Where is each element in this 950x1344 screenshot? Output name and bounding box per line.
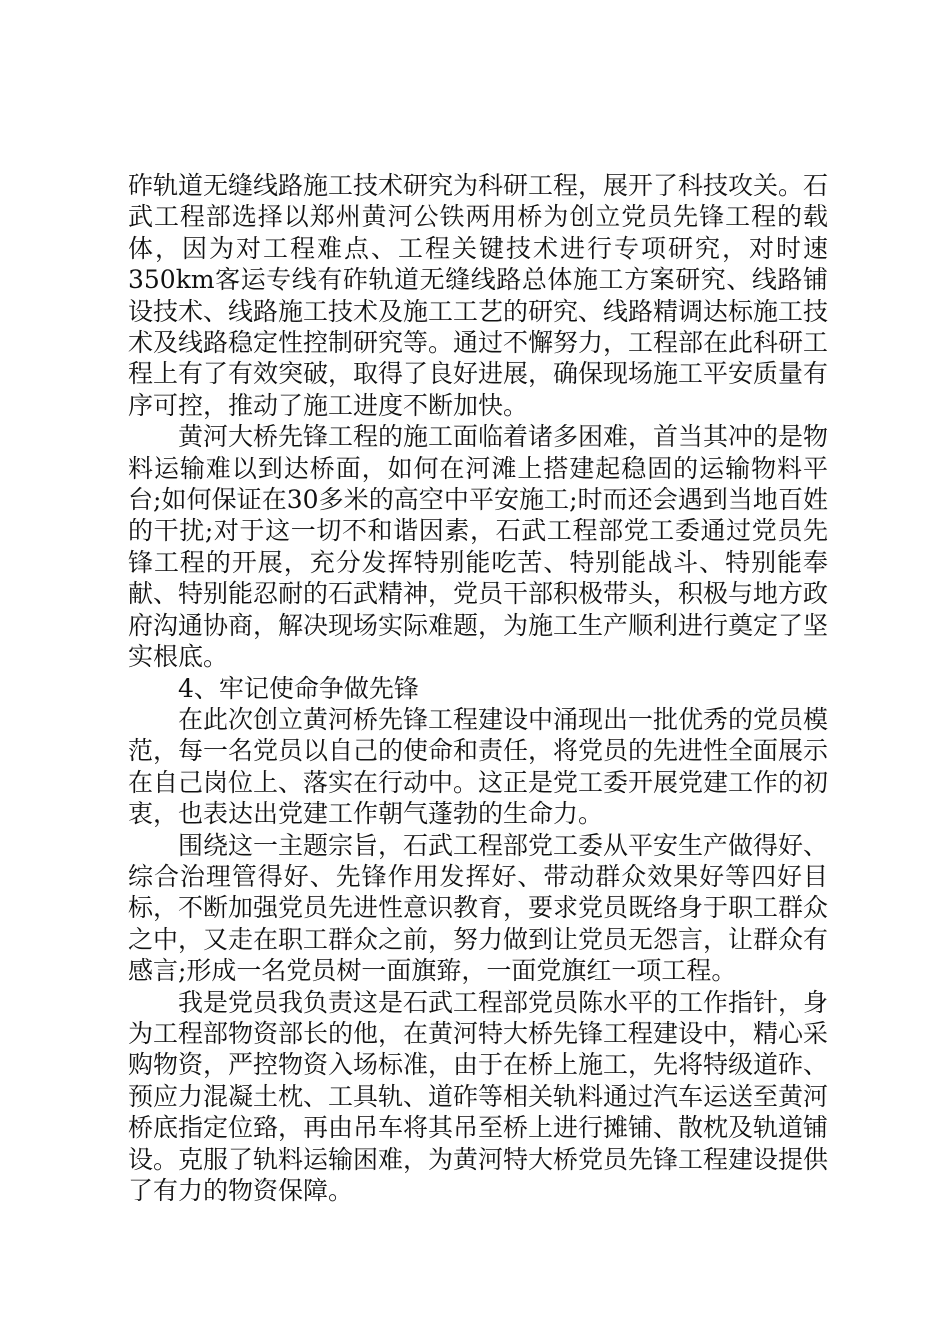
paragraph-four-goals: 围绕这一主题宗旨，石武工程部党工委从平安生产做得好、综合治理管得好、先锋作用发挥好、带动群众效果好等四好目标，不断加强党员先进性意识教育，要求党员既络身于职工群众之中，又走在职工群众之前，努力做到让党员无怨言，让群众有感言;形成一名党员树一面旗臶，一面党旗红一项工程。	[128, 830, 829, 986]
paragraph-difficulties: 黄河大桥先锋工程的施工面临着诸多困难，首当其冲的是物料运输难以到达桥面，如何在河滩上搭建起稳固的运输物料平台;如何保证在30多米的高空中平安施工;时而还会遇到当地百姓的干扰;对于这一切不和谐因素，石武工程部党工委通过党员先锋工程的开展，充分发挥特别能吃苦、特别能战斗、特别能奉献、特别能忍耐的石武精神，党员干部积极带头，积极与地方政府沟通协商，解决现场实际难题，为施工生产顺利进行奠定了坚实根底。	[128, 422, 829, 672]
paragraph-model-members: 在此次创立黄河桥先锋工程建设中涌现出一批优秀的党员模范，每一名党员以自己的使命和责任，将党员的先进性全面展示在自己岗位上、落实在行动中。这正是党工委开展党建工作的初衷，也表达出党建工作朝气蓬勃的生命力。	[128, 704, 829, 829]
paragraph-materials-chief: 我是党员我负责这是石武工程部党员陈水平的工作指针，身为工程部物资部长的他，在黄河特大桥先锋工程建设中，精心采购物资，严控物资入场标准，由于在桥上施工，先将特级道砟、预应力混凝土枕、工具轨、道砟等相关轨料通过汽车运送至黄河桥底指定位臵，再由吊车将其吊至桥上进行摊铺、散枕及轨道铺设。克服了轨料运输困难，为黄河特大桥党员先锋工程建设提供了有力的物资保障。	[128, 987, 829, 1205]
section-heading: 4、牢记使命争做先锋	[178, 673, 419, 703]
document-page	[128, 170, 828, 1206]
paragraph-research: 砟轨道无缝线路施工技术研究为科研工程，展开了科技攻关。石武工程部选择以郑州黄河公铁两用桥为创立党员先锋工程的载体，因为对工程难点、工程关键技术进行专项研究，对时速350km客运专线有砟轨道无缝线路总体施工方案研究、线路铺设技术、线路施工技术及施工工艺的研究、线路精调达标施工技术及线路稳定性控制研究等。通过不懈努力，工程部在此科研工程上有了有效突破，取得了良好进展，确保现场施工平安质量有序可控，推动了施工进度不断加快。	[128, 171, 829, 420]
